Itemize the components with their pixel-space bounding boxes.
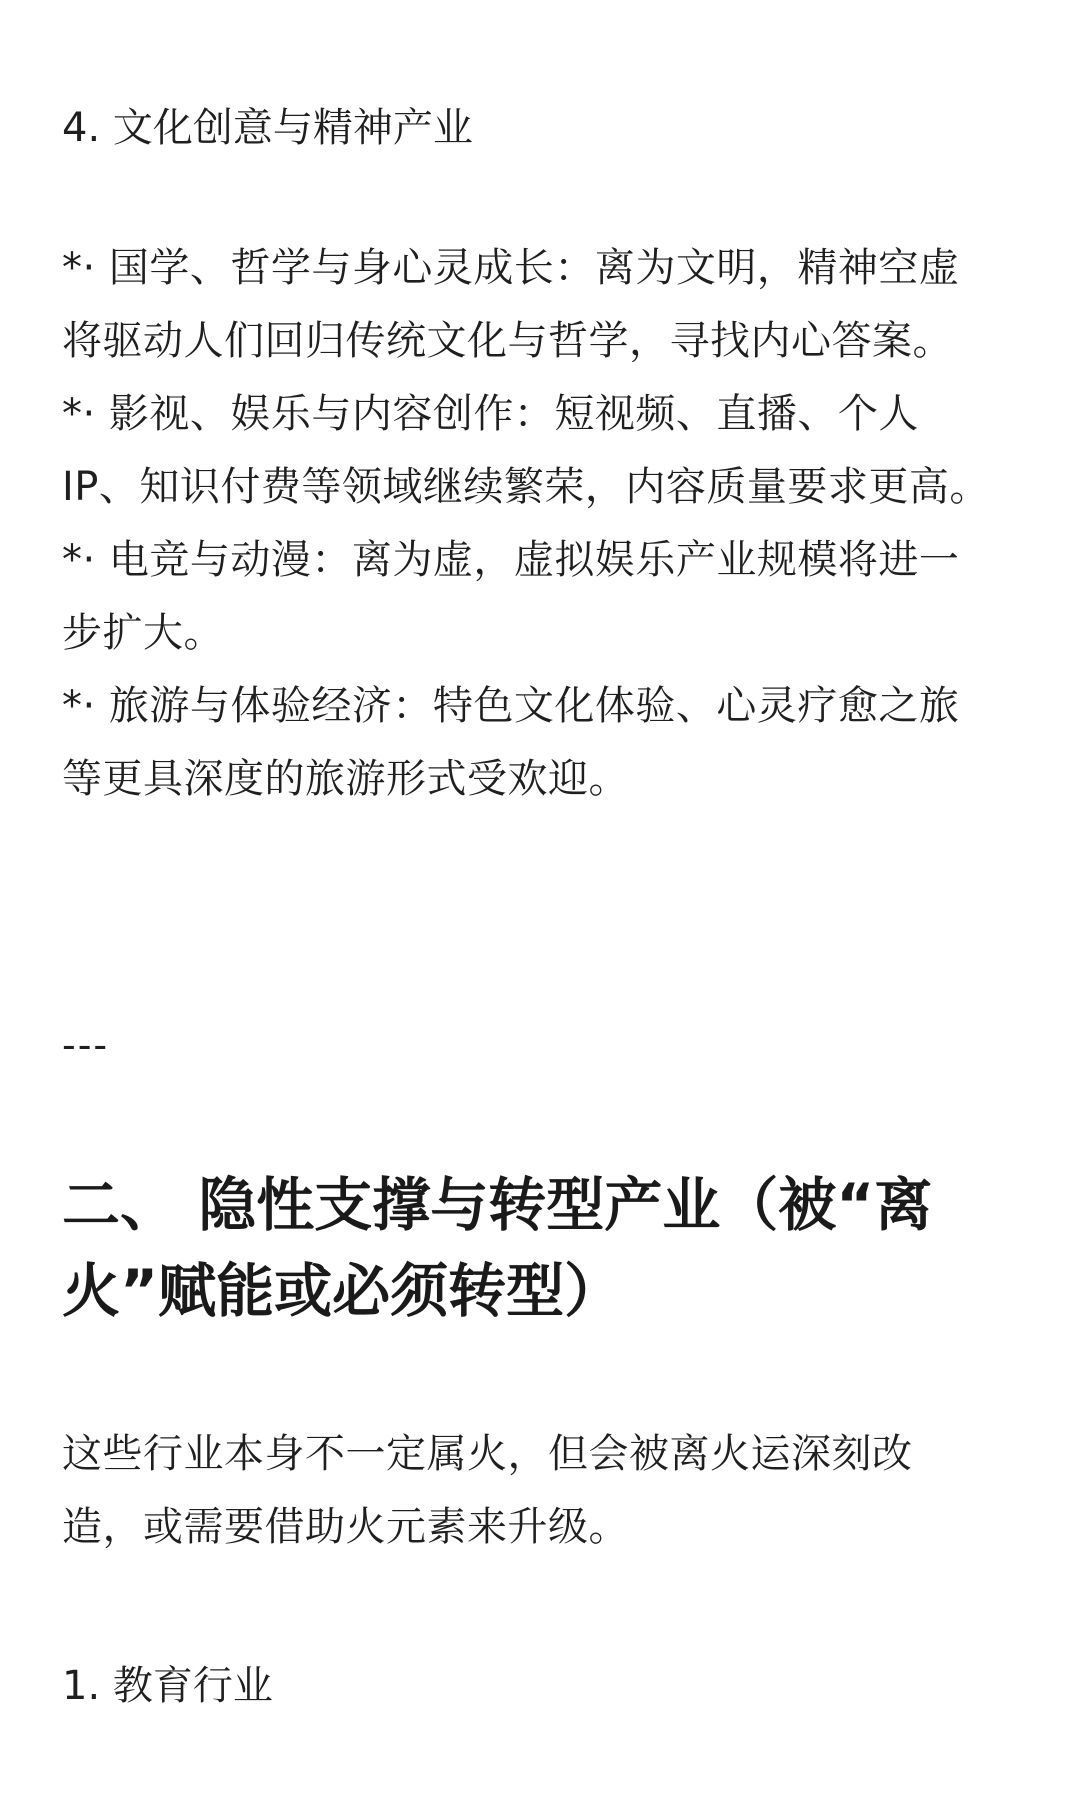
section-title-part2: [62, 1162, 1022, 1334]
list-item-line: *· 电竞与动漫：离为虚，虚拟娱乐产业规模将进一: [62, 537, 960, 583]
intro-line: 造，或需要借助火元素来升级。: [62, 1504, 629, 1550]
list-item: [62, 670, 1022, 816]
list-item-line: *· 旅游与体验经济：特色文化体验、心灵疗愈之旅: [62, 683, 960, 729]
divider: ---: [62, 1023, 110, 1067]
section-title-line: 二、 隐性支撑与转型产业（被“离: [62, 1171, 933, 1239]
list-item-line: 等更具深度的旅游形式受欢迎。: [62, 756, 629, 802]
section-title-line: 火”赋能或必须转型）: [62, 1257, 623, 1325]
list-item-line: *· 影视、娱乐与内容创作：短视频、直播、个人: [62, 391, 919, 437]
list-item-line: 将驱动人们回归传统文化与哲学，寻找内心答案。: [62, 318, 953, 364]
list-item: [62, 232, 1022, 378]
intro-line: 这些行业本身不一定属火，但会被离火运深刻改: [62, 1431, 913, 1477]
list-item-line: IP、知识付费等领域继续繁荣，内容质量要求更高。: [62, 464, 990, 510]
list-item: [62, 524, 1022, 670]
list-item-line: 步扩大。: [62, 610, 224, 656]
intro-paragraph: [62, 1418, 1022, 1564]
list-item-line: *· 国学、哲学与身心灵成长：离为文明，精神空虚: [62, 245, 960, 291]
section-heading-culture: 4. 文化创意与精神产业: [62, 105, 473, 151]
list-item: [62, 378, 1022, 524]
section-heading-education: 1. 教育行业: [62, 1663, 273, 1709]
